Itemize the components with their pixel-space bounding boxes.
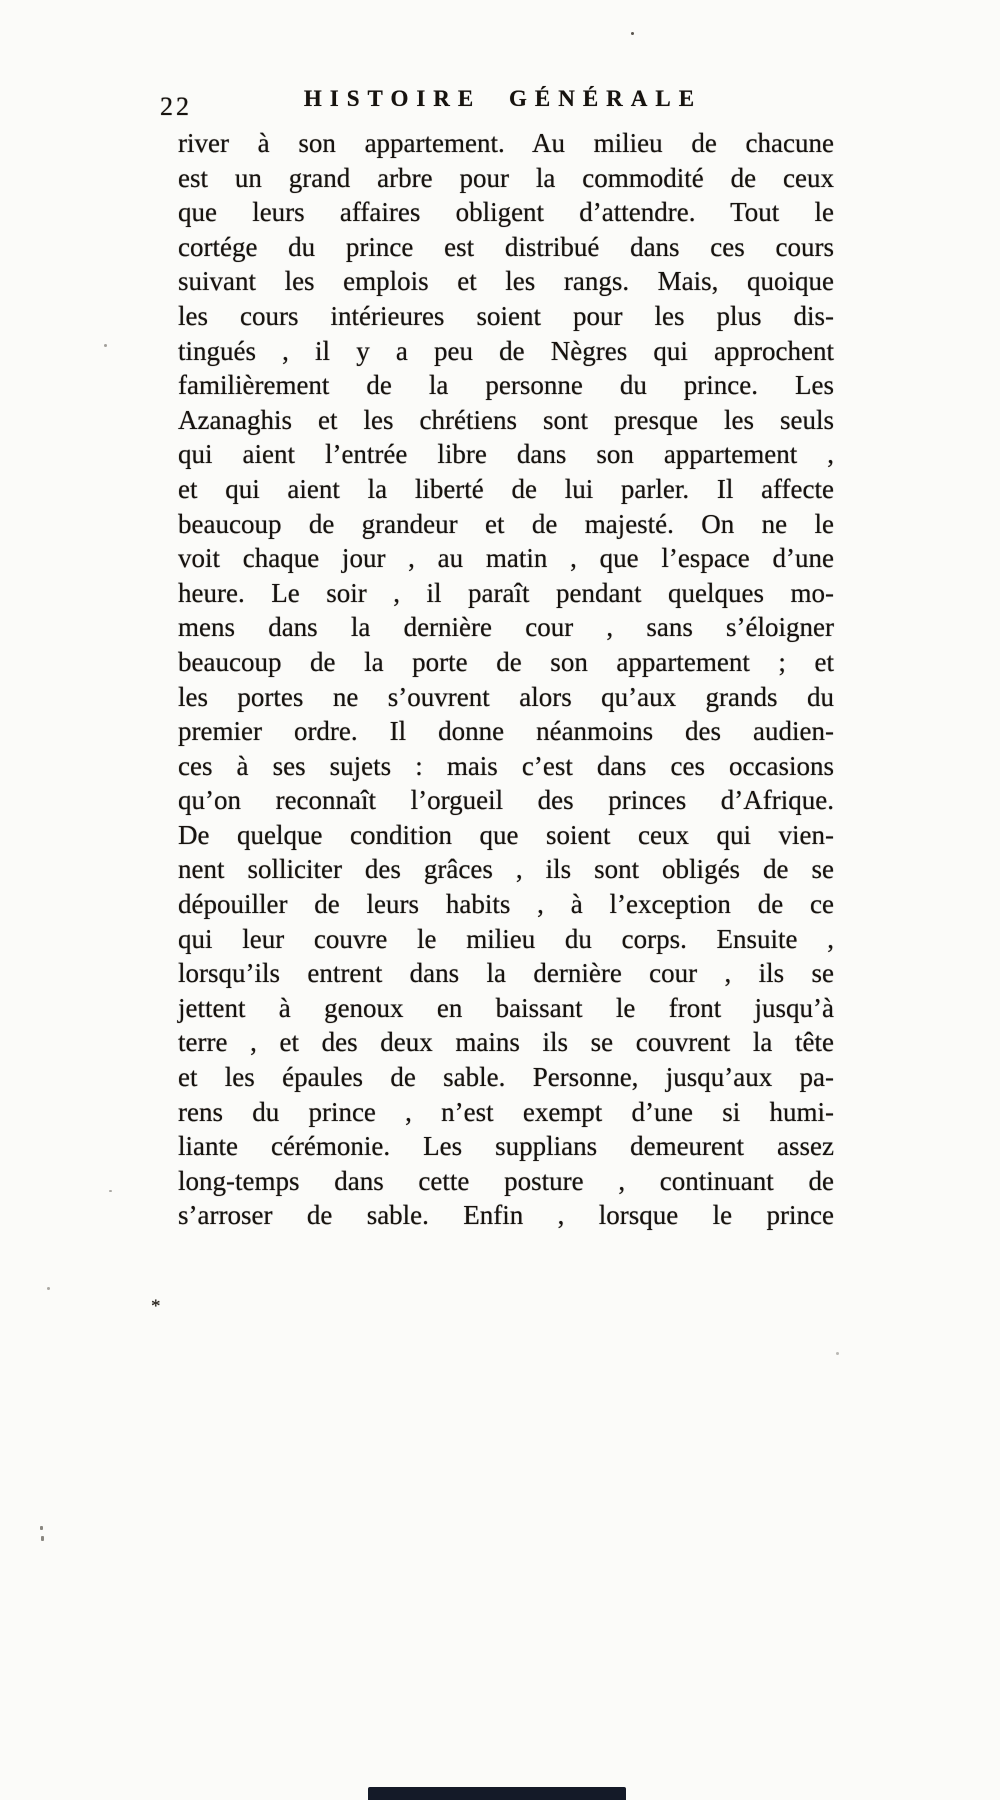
- text-line: premier ordre. Il donne néanmoins des audien-: [178, 716, 834, 747]
- scan-speck: [41, 1536, 44, 1541]
- text-line: liante cérémonie. Les supplians demeurent assez: [178, 1131, 834, 1162]
- text-line: ces à ses sujets : mais c’est dans ces occasions: [178, 750, 834, 781]
- text-line: qui aient l’entrée libre dans son appartement ,: [178, 439, 834, 470]
- text-line: Azanaghis et les chrétiens sont presque les seuls: [178, 404, 834, 435]
- text-line: lorsqu’ils entrent dans la dernière cour , ils se: [178, 958, 834, 989]
- text-line: les cours intérieures soient pour les plus dis-: [178, 300, 834, 331]
- text-line: dépouiller de leurs habits , à l’exception de ce: [178, 889, 834, 920]
- scan-speck: [104, 344, 107, 347]
- body-text-block: [178, 126, 834, 1233]
- text-line: nent solliciter des grâces , ils sont obligés de se: [178, 854, 834, 885]
- scan-speck: [40, 1526, 43, 1530]
- scan-speck: [109, 1190, 112, 1192]
- scan-speck: [631, 32, 634, 35]
- text-line: familièrement de la personne du prince. Les: [178, 370, 834, 401]
- text-line: mens dans la dernière cour , sans s’éloigner: [178, 612, 834, 643]
- text-line: rens du prince , n’est exempt d’une si humi-: [178, 1096, 834, 1127]
- text-line: tingués , il y a peu de Nègres qui approchent: [178, 335, 834, 366]
- text-line: que leurs affaires obligent d’attendre. Tout le: [178, 197, 834, 228]
- text-line: long-temps dans cette posture , continuant de: [178, 1165, 834, 1196]
- page-number: 22: [160, 92, 192, 121]
- text-line: river à son appartement. Au milieu de chacune: [178, 128, 834, 158]
- text-line: et qui aient la liberté de lui parler. Il affecte: [178, 473, 834, 504]
- text-line: les portes ne s’ouvrent alors qu’aux grands du: [178, 681, 834, 712]
- text-line: qui leur couvre le milieu du corps. Ensuite ,: [178, 923, 834, 954]
- text-line: s’arroser de sable. Enfin , lorsque le prince: [178, 1200, 834, 1231]
- scan-speck: [836, 1352, 839, 1355]
- text-line: voit chaque jour , au matin , que l’espace d’une: [178, 543, 834, 574]
- scanner-artifact-bar: [368, 1787, 626, 1800]
- text-line: beaucoup de grandeur et de majesté. On ne le: [178, 508, 834, 539]
- running-title: HISTOIRE GÉNÉRALE: [303, 86, 703, 111]
- text-line: De quelque condition que soient ceux qui vien-: [178, 819, 834, 850]
- margin-note-mark: *: [151, 1296, 161, 1317]
- text-line: suivant les emplois et les rangs. Mais, quoique: [178, 266, 834, 297]
- text-line: heure. Le soir , il paraît pendant quelques mo-: [178, 577, 834, 608]
- text-line: beaucoup de la porte de son appartement ; et: [178, 646, 834, 677]
- text-line: jettent à genoux en baissant le front jusqu’à: [178, 992, 834, 1023]
- text-line: qu’on reconnaît l’orgueil des princes d’Afrique.: [178, 785, 834, 816]
- text-line: terre , et des deux mains ils se couvrent la tête: [178, 1027, 834, 1058]
- text-line: et les épaules de sable. Personne, jusqu’aux pa-: [178, 1062, 834, 1093]
- text-line: cortége du prince est distribué dans ces cours: [178, 231, 834, 262]
- page-header: [0, 86, 1000, 126]
- text-line: est un grand arbre pour la commodité de ceux: [178, 162, 834, 193]
- scan-speck: [47, 1287, 50, 1290]
